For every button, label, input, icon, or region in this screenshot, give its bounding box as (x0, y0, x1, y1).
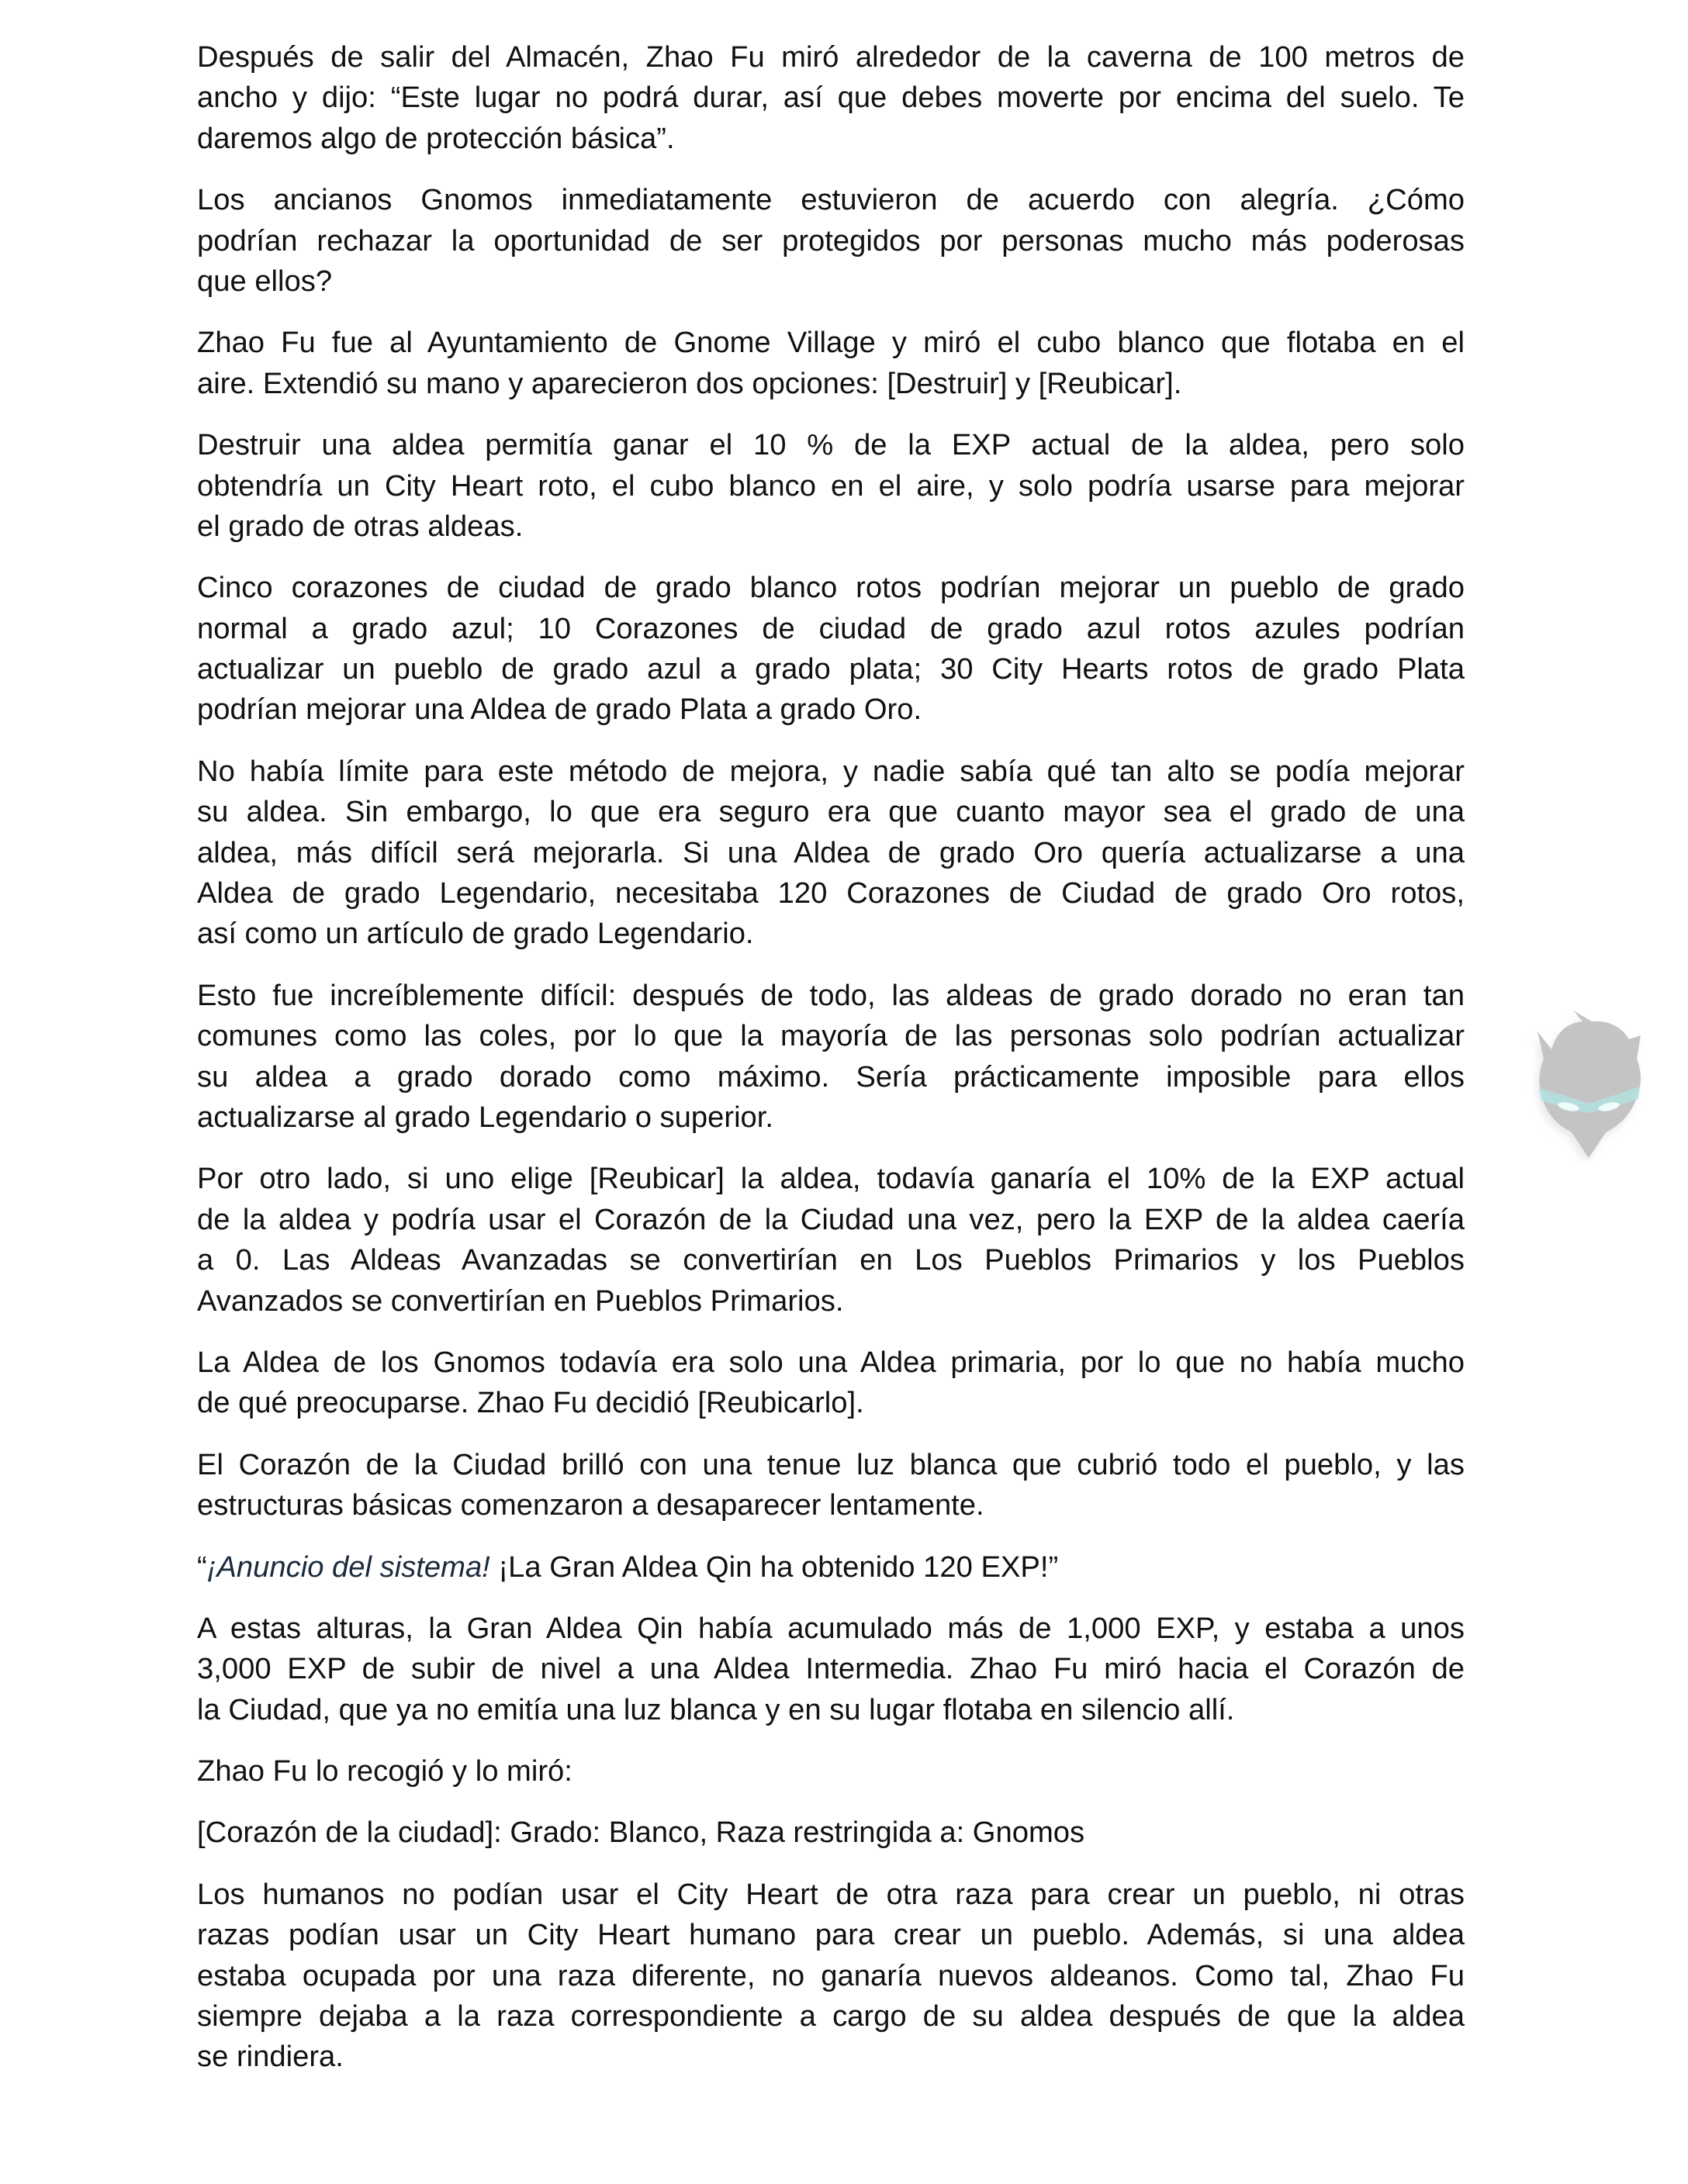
demon-head-watermark-icon (1520, 1004, 1652, 1163)
text-line: daremos algo de protección básica”. (197, 121, 675, 155)
text-line: razas podían usar un City Heart humano para crear un pueblo. Además, si una aldea (197, 1918, 1465, 1952)
paragraph-12 (197, 1609, 1465, 1730)
document-page (197, 37, 1465, 2099)
text-line: comunes como las coles, por lo que la mayoría de las personas solo podrían actualizar (197, 1019, 1465, 1053)
text-line: obtendría un City Heart roto, el cubo blanco en el aire, y solo podría usarse para mejorar (197, 468, 1465, 503)
text-line: de la aldea y podría usar el Corazón de la Ciudad una vez, pero la EXP de la aldea caería (197, 1202, 1465, 1236)
text-line: podrían rechazar la oportunidad de ser protegidos por personas mucho más poderosas (197, 223, 1465, 257)
city-heart-info (197, 1813, 1465, 1853)
text-line: Los humanos no podían usar el City Heart de otra raza para crear un pueblo, ni otras (197, 1877, 1465, 1911)
text-line: su aldea. Sin embargo, lo que era seguro era que cuanto mayor sea el grado de una (197, 795, 1465, 829)
open-quote: “ (197, 1550, 207, 1584)
text-line: podrían mejorar una Aldea de grado Plata a grado Oro. (197, 693, 922, 727)
text-line: No había límite para este método de mejora, y nadie sabía qué tan alto se podía mejorar (197, 754, 1465, 788)
text-line: estaba ocupada por una raza diferente, no ganaría nuevos aldeanos. Como tal, Zhao Fu (197, 1958, 1465, 1992)
text-line: El Corazón de la Ciudad brilló con una tenue luz blanca que cubrió todo el pueblo, y las (197, 1447, 1465, 1481)
announcement-label: ¡Anuncio del sistema! (206, 1550, 490, 1584)
paragraph-4 (197, 425, 1465, 547)
paragraph-8 (197, 1159, 1465, 1322)
paragraph-3 (197, 323, 1465, 404)
text-line: Avanzados se convertirían en Pueblos Primarios. (197, 1284, 844, 1318)
paragraph-13 (197, 1751, 1465, 1792)
text-line: La Aldea de los Gnomos todavía era solo una Aldea primaria, por lo que no había mucho (197, 1345, 1465, 1379)
paragraph-10 (197, 1445, 1465, 1526)
paragraph-2 (197, 180, 1465, 302)
text-line: [Corazón de la ciudad]: Grado: Blanco, Raza restringida a: Gnomos (197, 1816, 1085, 1850)
announcement-text: ¡La Gran Aldea Qin ha obtenido 120 EXP!” (489, 1550, 1059, 1584)
paragraph-6 (197, 752, 1465, 955)
text-line: ancho y dijo: “Este lugar no podrá durar, así que debes moverte por encima del suelo. Te (197, 81, 1465, 115)
text-line: Después de salir del Almacén, Zhao Fu miró alrededor de la caverna de 100 metros de (197, 40, 1465, 74)
paragraph-5 (197, 568, 1465, 731)
paragraph-9 (197, 1343, 1465, 1424)
text-line: aldea, más difícil será mejorarla. Si una Aldea de grado Oro quería actualizarse a una (197, 835, 1465, 869)
text-line: estructuras básicas comenzaron a desaparecer lentamente. (197, 1488, 984, 1522)
text-line: que ellos? (197, 264, 333, 298)
text-line: Esto fue increíblemente difícil: después de todo, las aldeas de grado dorado no eran tan (197, 978, 1465, 1012)
text-line: se rindiera. (197, 2040, 344, 2074)
text-line: siempre dejaba a la raza correspondiente a cargo de su aldea después de que la aldea (197, 1999, 1465, 2034)
text-line: a 0. Las Aldeas Avanzadas se convertirían en Los Pueblos Primarios y los Pueblos (197, 1243, 1465, 1277)
text-line: de qué preocuparse. Zhao Fu decidió [Reubicarlo]. (197, 1386, 864, 1420)
text-line: Destruir una aldea permitía ganar el 10 % de la EXP actual de la aldea, pero solo (197, 428, 1465, 462)
watermark-silhouette (1538, 1011, 1641, 1158)
text-line: actualizar un pueblo de grado azul a grado plata; 30 City Hearts rotos de grado Plata (197, 652, 1465, 686)
text-line: la Ciudad, que ya no emitía una luz blanca y en su lugar flotaba en silencio allí. (197, 1692, 1235, 1726)
text-line: 3,000 EXP de subir de nivel a una Aldea Intermedia. Zhao Fu miró hacia el Corazón de (197, 1652, 1465, 1686)
text-line: aire. Extendió su mano y aparecieron dos opciones: [Destruir] y [Reubicar]. (197, 366, 1182, 400)
text-line: así como un artículo de grado Legendario. (197, 917, 754, 951)
text-line: su aldea a grado dorado como máximo. Sería prácticamente imposible para ellos (197, 1059, 1465, 1094)
text-line: Zhao Fu fue al Ayuntamiento de Gnome Village y miró el cubo blanco que flotaba en el (197, 326, 1465, 360)
text-line: Zhao Fu lo recogió y lo miró: (197, 1754, 572, 1788)
text-line: Los ancianos Gnomos inmediatamente estuvieron de acuerdo con alegría. ¿Cómo (197, 183, 1465, 217)
text-line: A estas alturas, la Gran Aldea Qin había acumulado más de 1,000 EXP, y estaba a unos (197, 1611, 1465, 1645)
system-announcement (197, 1547, 1465, 1588)
text-line: Por otro lado, si uno elige [Reubicar] la aldea, todavía ganaría el 10% de la EXP actual (197, 1162, 1465, 1196)
text-line: actualizarse al grado Legendario o superior. (197, 1100, 774, 1134)
paragraph-7 (197, 976, 1465, 1139)
text-line: el grado de otras aldeas. (197, 509, 524, 543)
paragraph-1 (197, 37, 1465, 159)
text-line: normal a grado azul; 10 Corazones de ciudad de grado azul rotos azules podrían (197, 611, 1465, 645)
text-line: Cinco corazones de ciudad de grado blanco rotos podrían mejorar un pueblo de grado (197, 571, 1465, 605)
announcement-line (197, 1547, 1465, 1588)
text-line: Aldea de grado Legendario, necesitaba 120 Corazones de Ciudad de grado Oro rotos, (197, 876, 1465, 911)
paragraph-15 (197, 1875, 1465, 2078)
